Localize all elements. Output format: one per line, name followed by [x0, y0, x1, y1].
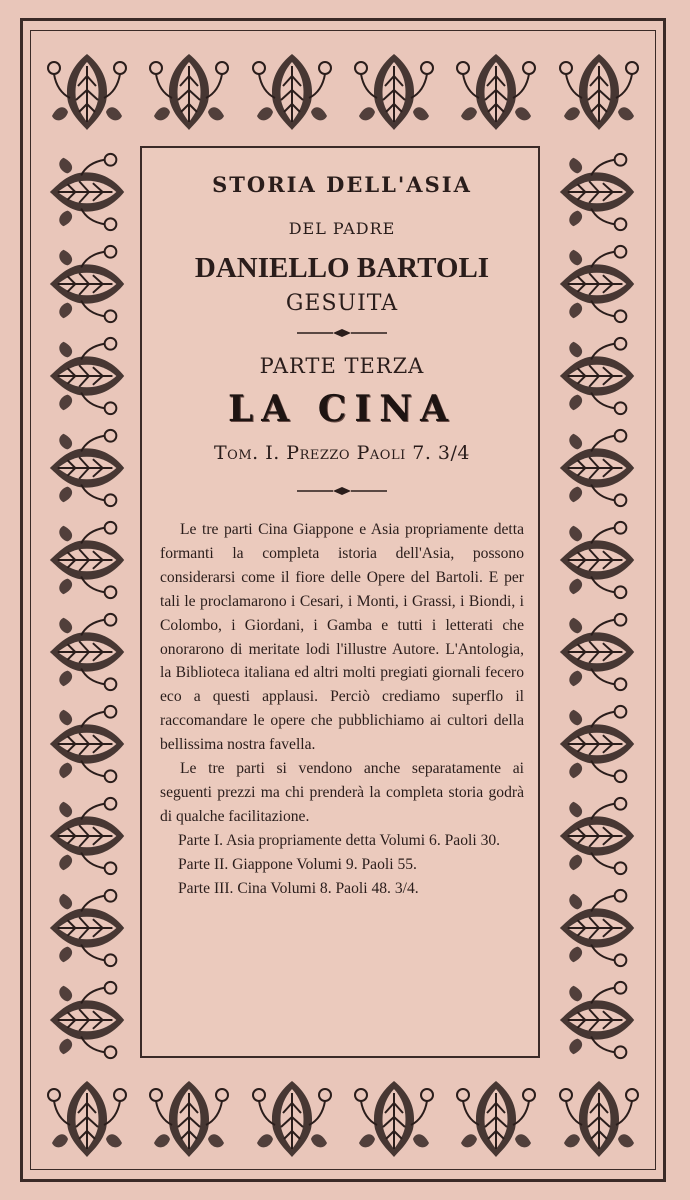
- acanthus-ornament-icon: [40, 608, 136, 696]
- acanthus-ornament-icon: [42, 45, 132, 137]
- acanthus-ornament-icon: [40, 516, 136, 604]
- acanthus-ornament-icon: [247, 1072, 337, 1164]
- acanthus-ornament-icon: [42, 1072, 132, 1164]
- price-item: Parte III. Cina Volumi 8. Paoli 48. 3/4.: [178, 879, 419, 897]
- part-label: PARTE TERZA: [259, 354, 425, 378]
- price-item: Parte I. Asia propriamente detta Volumi 6. Paoli 30.: [178, 831, 501, 849]
- acanthus-ornament-icon: [40, 148, 136, 236]
- byline: DEL PADRE: [288, 219, 396, 238]
- acanthus-ornament-icon: [550, 700, 646, 788]
- volume-price: [160, 442, 524, 464]
- acanthus-ornament-icon: [550, 608, 646, 696]
- acanthus-ornament-icon: [247, 45, 337, 137]
- acanthus-ornament-icon: [550, 148, 646, 236]
- notice-paragraph: Le tre parti si vendono anche separatamente ai seguenti prezzi ma chi prenderà la completa storia godrà di qualche facilitazione.: [160, 760, 524, 825]
- author-order: GESUITA: [285, 291, 399, 316]
- acanthus-ornament-icon: [451, 45, 541, 137]
- acanthus-ornament-icon: [144, 45, 234, 137]
- acanthus-ornament-icon: [550, 240, 646, 328]
- text-panel: [140, 146, 540, 1058]
- acanthus-ornament-icon: [40, 332, 136, 420]
- price-list: [160, 829, 524, 901]
- acanthus-ornament-icon: [550, 516, 646, 604]
- ornament-band-top: [36, 36, 650, 146]
- acanthus-ornament-icon: [451, 1072, 541, 1164]
- acanthus-ornament-icon: [550, 792, 646, 880]
- author-name: DANIELLO BARTOLI: [194, 252, 490, 284]
- acanthus-ornament-icon: [550, 332, 646, 420]
- acanthus-ornament-icon: [40, 240, 136, 328]
- acanthus-ornament-icon: [550, 884, 646, 972]
- acanthus-ornament-icon: [349, 45, 439, 137]
- notice-text: [160, 518, 524, 829]
- ornamental-rule-icon: [297, 328, 387, 338]
- acanthus-ornament-icon: [550, 976, 646, 1064]
- notice-paragraph: Le tre parti Cina Giappone e Asia propriamente detta formanti la completa istoria dell'Asia, possono considerarsi come il fiore delle Opere del Bartoli. E per tali le proclamarono i Cesari, i Monti, i Grassi, i Biondi, i Colombo, i Giordani, i Gamba e tutti i letterati che onorarono di meritate lodi l'illustre Autore. L'Antologia, la Biblioteca italiana ed altri molti pregiati giornali fecero eco a questi applausi. Perciò crediamo superflo il raccomandare le opere che pubblichiamo ai cultori della bellissima nostra favella.: [160, 521, 524, 754]
- price-item: Parte II. Giappone Volumi 9. Paoli 55.: [178, 855, 417, 873]
- acanthus-ornament-icon: [40, 976, 136, 1064]
- acanthus-ornament-icon: [40, 700, 136, 788]
- acanthus-ornament-icon: [554, 45, 644, 137]
- acanthus-ornament-icon: [40, 792, 136, 880]
- ornamental-rule-icon: [297, 486, 387, 496]
- acanthus-ornament-icon: [550, 424, 646, 512]
- acanthus-ornament-icon: [40, 884, 136, 972]
- acanthus-ornament-icon: [349, 1072, 439, 1164]
- volume-price-text: Tom. I. Prezzo Paoli 7. 3/4: [213, 442, 470, 464]
- ornament-band-right: [546, 146, 650, 1066]
- volume-subtitle: LA CINA: [227, 388, 457, 430]
- book-title: STORIA DELL'ASIA: [212, 172, 472, 197]
- acanthus-ornament-icon: [554, 1072, 644, 1164]
- acanthus-ornament-icon: [40, 424, 136, 512]
- acanthus-ornament-icon: [144, 1072, 234, 1164]
- ornament-band-bottom: [36, 1066, 650, 1170]
- ornament-band-left: [36, 146, 140, 1066]
